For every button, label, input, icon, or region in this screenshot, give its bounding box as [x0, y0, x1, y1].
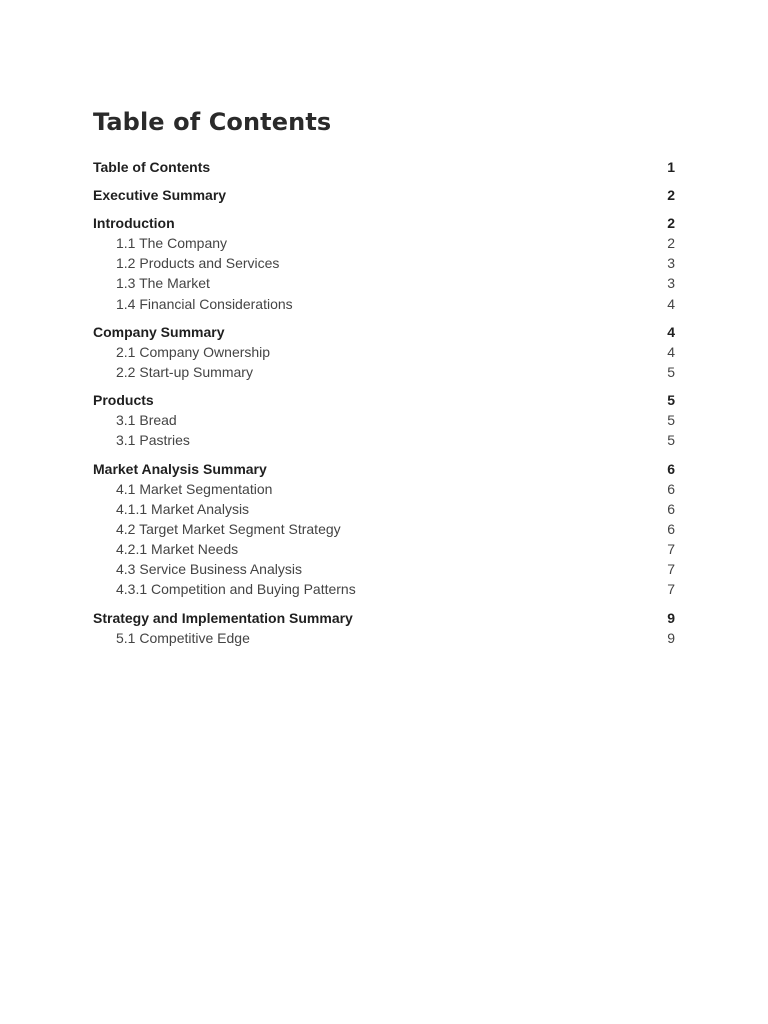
toc-section-row[interactable]: [93, 185, 675, 205]
toc-section-page-number: 1: [667, 159, 675, 175]
toc-section-label: Products: [93, 392, 154, 409]
toc-subsection-row[interactable]: [93, 430, 675, 450]
toc-subsection-label: 1.4 Financial Considerations: [116, 295, 293, 312]
toc-subsection-page-number: 7: [667, 561, 675, 578]
toc-section-row[interactable]: [93, 157, 675, 177]
toc-subsection-label: 1.1 The Company: [116, 235, 228, 251]
toc-subsection-row[interactable]: [93, 342, 675, 362]
toc-subsection-page-number: 6: [667, 500, 675, 517]
page-title: Table of Contents: [93, 108, 332, 136]
toc-subsection-page-number: 3: [667, 275, 675, 292]
toc-section-label: Introduction: [93, 215, 175, 231]
toc-subsection-page-number: 5: [667, 412, 675, 429]
toc-subsection-label: 1.2 Products and Services: [116, 255, 280, 272]
toc-subsection-label: 5.1 Competitive Edge: [116, 629, 250, 646]
toc-subsection-label: 4.2.1 Market Needs: [116, 541, 239, 558]
toc-subsection-row[interactable]: [93, 410, 675, 430]
toc-subsection-page-number: 2: [667, 235, 675, 251]
toc-subsection-page-number: 7: [667, 581, 675, 598]
toc-section-label: Executive Summary: [93, 187, 227, 203]
toc-subsection-row[interactable]: [93, 294, 675, 314]
toc-subsection-label: 4.2 Target Market Segment Strategy: [116, 520, 341, 537]
toc-subsection-page-number: 7: [667, 541, 675, 558]
toc-section-row[interactable]: [93, 390, 675, 410]
toc-subsection-row[interactable]: [93, 519, 675, 539]
toc-subsection-label: 4.1.1 Market Analysis: [116, 500, 250, 517]
toc-section-page-number: 4: [667, 323, 675, 340]
toc-subsection-row[interactable]: [93, 559, 675, 579]
toc-section-label: Strategy and Implementation Summary: [93, 609, 353, 626]
toc-subsection-label: 4.1 Market Segmentation: [116, 480, 273, 497]
toc-section-row[interactable]: [93, 608, 675, 628]
toc-subsection-row[interactable]: [93, 579, 675, 599]
toc-subsection-page-number: 3: [667, 255, 675, 272]
toc-section-label: Table of Contents: [93, 159, 211, 175]
toc-section-page-number: 5: [667, 392, 675, 409]
toc-subsection-row[interactable]: [93, 479, 675, 499]
toc-subsection-label: 4.3.1 Competition and Buying Patterns: [116, 581, 356, 598]
toc-section-row[interactable]: [93, 459, 675, 479]
toc-subsection-row[interactable]: [93, 253, 675, 273]
toc-subsection-row[interactable]: [93, 362, 675, 382]
toc-subsection-label: 1.3 The Market: [116, 275, 210, 292]
toc-section-row[interactable]: [93, 213, 675, 233]
toc-section-page-number: 2: [667, 187, 675, 203]
toc-subsection-page-number: 5: [667, 432, 675, 449]
toc-subsection-label: 2.1 Company Ownership: [116, 343, 271, 360]
toc-subsection-row[interactable]: [93, 539, 675, 559]
toc-section-page-number: 6: [667, 460, 675, 477]
toc-subsection-page-number: 6: [667, 480, 675, 497]
toc-subsection-label: 2.2 Start-up Summary: [116, 363, 253, 380]
toc-subsection-row[interactable]: [93, 499, 675, 519]
toc-subsection-page-number: 4: [667, 343, 675, 360]
toc-section-label: Market Analysis Summary: [93, 460, 267, 477]
toc-section-row[interactable]: [93, 322, 675, 342]
toc-subsection-row[interactable]: [93, 273, 675, 293]
toc-section-label: Company Summary: [93, 323, 225, 340]
toc-section-page-number: 9: [667, 609, 675, 626]
toc-subsection-page-number: 9: [667, 629, 675, 646]
toc-section-page-number: 2: [667, 215, 675, 231]
toc-subsection-page-number: 6: [667, 520, 675, 537]
toc-subsection-label: 3.1 Bread: [116, 412, 177, 429]
toc-subsection-row[interactable]: [93, 628, 675, 648]
toc-subsection-page-number: 4: [667, 295, 675, 312]
toc-subsection-label: 3.1 Pastries: [116, 432, 190, 449]
toc-list: [93, 157, 675, 648]
toc-subsection-page-number: 5: [667, 363, 675, 380]
toc-subsection-row[interactable]: [93, 233, 675, 253]
toc-subsection-label: 4.3 Service Business Analysis: [116, 561, 302, 578]
